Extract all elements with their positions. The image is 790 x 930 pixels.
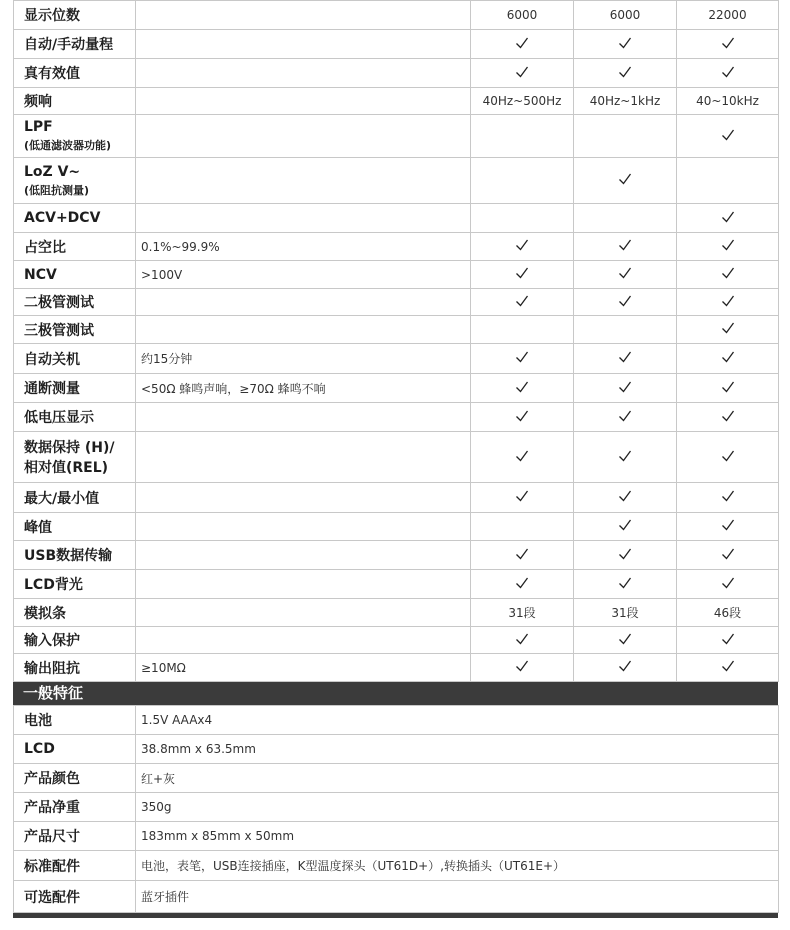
- feature-note: 0.1%~99.9%: [136, 233, 471, 261]
- feature-row: [14, 204, 779, 233]
- feature-name: [14, 432, 136, 483]
- model-cell-value: [471, 158, 574, 204]
- checkmark-icon: [515, 65, 529, 79]
- feature-note: [136, 115, 471, 158]
- feature-name-text: 峰值: [24, 519, 52, 536]
- feature-row: [14, 289, 779, 316]
- model-cell-value: [471, 204, 574, 233]
- general-row: [14, 851, 779, 881]
- model-cell: [677, 316, 779, 344]
- model-cell: [677, 570, 779, 599]
- feature-note: [136, 88, 471, 115]
- feature-row: [14, 115, 779, 158]
- checkmark-icon: [618, 518, 632, 532]
- general-row: [14, 881, 779, 913]
- model-cell: [677, 344, 779, 374]
- feature-name: [14, 599, 136, 627]
- model-cell: [574, 261, 677, 289]
- checkmark-icon: [618, 380, 632, 394]
- checkmark-icon: [515, 380, 529, 394]
- checkmark-icon: [515, 576, 529, 590]
- feature-name-subtext: (低阻抗测量): [24, 183, 90, 197]
- model-cell: [574, 483, 677, 513]
- feature-table: [13, 0, 779, 682]
- feature-name-text: LCD背光: [24, 577, 83, 593]
- feature-note: [136, 1, 471, 30]
- feature-row: [14, 403, 779, 432]
- model-cell: [574, 513, 677, 541]
- feature-name-text: USB数据传输: [24, 548, 113, 564]
- feature-name: [14, 30, 136, 59]
- model-cell: [677, 204, 779, 233]
- feature-note: [136, 316, 471, 344]
- checkmark-icon: [618, 547, 632, 561]
- feature-name: [14, 403, 136, 432]
- model-cell: [574, 344, 677, 374]
- feature-name-text: 数据保持 (H)/: [24, 440, 115, 456]
- model-cell: [677, 261, 779, 289]
- general-value: 红+灰: [136, 764, 779, 793]
- feature-name: [14, 316, 136, 344]
- feature-row: [14, 570, 779, 599]
- feature-name-text: 三极管测试: [24, 322, 94, 339]
- checkmark-icon: [618, 449, 632, 463]
- feature-name-text: ACV+DCV: [24, 210, 101, 226]
- feature-note: ≥10MΩ: [136, 654, 471, 682]
- model-cell: [677, 30, 779, 59]
- model-cell: [471, 432, 574, 483]
- general-value: 蓝牙插件: [136, 881, 779, 913]
- feature-row: [14, 261, 779, 289]
- feature-name: [14, 541, 136, 570]
- model-cell: [677, 654, 779, 682]
- feature-name-text: 通断测量: [24, 381, 80, 397]
- feature-name: [14, 261, 136, 289]
- feature-note: [136, 513, 471, 541]
- general-row: [14, 764, 779, 793]
- feature-row: [14, 513, 779, 541]
- general-name: 可选配件: [14, 881, 136, 913]
- checkmark-icon: [618, 294, 632, 308]
- general-name: 产品尺寸: [14, 822, 136, 851]
- checkmark-icon: [721, 321, 735, 335]
- feature-row: [14, 233, 779, 261]
- model-cell: [677, 374, 779, 403]
- checkmark-icon: [618, 266, 632, 280]
- general-name: LCD: [14, 735, 136, 764]
- general-name: 产品颜色: [14, 764, 136, 793]
- feature-name: [14, 59, 136, 88]
- model-cell: [471, 627, 574, 654]
- model-cell: [471, 59, 574, 88]
- checkmark-icon: [721, 128, 735, 142]
- feature-note: [136, 204, 471, 233]
- checkmark-icon: [721, 409, 735, 423]
- model-cell-value: 46段: [677, 599, 779, 627]
- feature-name-subtext: 相对值(REL): [24, 460, 109, 476]
- model-cell: [677, 627, 779, 654]
- feature-row: [14, 1, 779, 30]
- checkmark-icon: [618, 489, 632, 503]
- checkmark-icon: [721, 632, 735, 646]
- model-cell: [574, 627, 677, 654]
- model-cell: [471, 30, 574, 59]
- model-cell: [677, 115, 779, 158]
- feature-row: [14, 654, 779, 682]
- model-cell: [574, 541, 677, 570]
- model-cell: [677, 483, 779, 513]
- general-value: 电池，表笔，USB连接插座，K型温度探头（UT61D+）,转换插头（UT61E+）: [136, 851, 779, 881]
- feature-row: [14, 374, 779, 403]
- model-cell-value: [471, 513, 574, 541]
- model-cell: [471, 541, 574, 570]
- model-cell: [574, 403, 677, 432]
- checkmark-icon: [618, 350, 632, 364]
- feature-name: [14, 570, 136, 599]
- model-cell: [471, 261, 574, 289]
- checkmark-icon: [515, 266, 529, 280]
- checkmark-icon: [721, 350, 735, 364]
- checkmark-icon: [721, 210, 735, 224]
- checkmark-icon: [618, 659, 632, 673]
- checkmark-icon: [618, 238, 632, 252]
- model-cell-value: [574, 204, 677, 233]
- general-value: 350g: [136, 793, 779, 822]
- feature-name-text: 输出阻抗: [24, 660, 80, 677]
- model-cell: [677, 289, 779, 316]
- checkmark-icon: [721, 266, 735, 280]
- feature-name: [14, 233, 136, 261]
- feature-name-text: 真有效值: [24, 66, 80, 82]
- model-cell: [677, 403, 779, 432]
- general-row: [14, 735, 779, 764]
- feature-row: [14, 599, 779, 627]
- feature-name: [14, 1, 136, 30]
- checkmark-icon: [618, 576, 632, 590]
- feature-row: [14, 316, 779, 344]
- general-name: 电池: [14, 706, 136, 735]
- model-cell-value: 31段: [471, 599, 574, 627]
- feature-name: [14, 513, 136, 541]
- general-name: 产品净重: [14, 793, 136, 822]
- feature-row: [14, 344, 779, 374]
- model-cell-value: [471, 316, 574, 344]
- feature-name: [14, 627, 136, 654]
- feature-row: [14, 158, 779, 204]
- checkmark-icon: [515, 659, 529, 673]
- model-cell: [677, 513, 779, 541]
- feature-row: [14, 59, 779, 88]
- feature-note: >100V: [136, 261, 471, 289]
- model-cell-value: [677, 158, 779, 204]
- checkmark-icon: [515, 238, 529, 252]
- feature-name: [14, 344, 136, 374]
- model-cell-value: 40Hz~500Hz: [471, 88, 574, 115]
- model-cell-value: 31段: [574, 599, 677, 627]
- feature-name: [14, 289, 136, 316]
- general-row: [14, 706, 779, 735]
- model-cell-value: [574, 115, 677, 158]
- model-cell-value: [574, 316, 677, 344]
- feature-note: 约15分钟: [136, 344, 471, 374]
- model-cell: [574, 30, 677, 59]
- checkmark-icon: [618, 172, 632, 186]
- checkmark-icon: [515, 409, 529, 423]
- model-cell: [471, 374, 574, 403]
- checkmark-icon: [515, 489, 529, 503]
- feature-name-text: 低电压显示: [24, 410, 94, 426]
- checkmark-icon: [721, 238, 735, 252]
- model-cell: [574, 59, 677, 88]
- feature-row: [14, 88, 779, 115]
- feature-note: [136, 599, 471, 627]
- feature-note: [136, 541, 471, 570]
- bottom-bar: [13, 913, 778, 918]
- model-cell: [471, 233, 574, 261]
- model-cell: [677, 541, 779, 570]
- feature-row: [14, 483, 779, 513]
- feature-name: [14, 374, 136, 403]
- feature-name-text: 输入保护: [24, 633, 80, 649]
- general-value: 183mm x 85mm x 50mm: [136, 822, 779, 851]
- checkmark-icon: [515, 449, 529, 463]
- model-cell: [471, 570, 574, 599]
- feature-note: [136, 627, 471, 654]
- checkmark-icon: [721, 518, 735, 532]
- section-header-general: 一般特征: [13, 682, 778, 705]
- feature-note: [136, 289, 471, 316]
- checkmark-icon: [515, 632, 529, 646]
- general-table: [13, 705, 779, 913]
- feature-name: [14, 654, 136, 682]
- feature-name: [14, 115, 136, 158]
- feature-name-text: LoZ V~: [24, 163, 81, 180]
- model-cell: [677, 59, 779, 88]
- feature-name-text: 频响: [24, 94, 52, 110]
- checkmark-icon: [721, 576, 735, 590]
- checkmark-icon: [515, 36, 529, 50]
- model-cell: [574, 374, 677, 403]
- feature-name-subtext: (低通滤波器功能): [24, 139, 112, 152]
- feature-note: [136, 570, 471, 599]
- model-cell: [471, 403, 574, 432]
- checkmark-icon: [515, 294, 529, 308]
- model-cell: [574, 432, 677, 483]
- feature-name: [14, 88, 136, 115]
- feature-row: [14, 432, 779, 483]
- feature-row: [14, 541, 779, 570]
- feature-row: [14, 627, 779, 654]
- feature-note: [136, 403, 471, 432]
- general-row: [14, 822, 779, 851]
- feature-row: [14, 30, 779, 59]
- checkmark-icon: [721, 36, 735, 50]
- model-cell-value: 22000: [677, 1, 779, 30]
- feature-name-text: 占空比: [24, 239, 66, 256]
- feature-name-text: 自动/手动量程: [24, 37, 114, 53]
- model-cell: [574, 233, 677, 261]
- feature-name-text: NCV: [24, 266, 57, 283]
- model-cell: [574, 654, 677, 682]
- feature-name-text: 自动关机: [24, 351, 80, 368]
- model-cell-value: 40~10kHz: [677, 88, 779, 115]
- checkmark-icon: [721, 449, 735, 463]
- checkmark-icon: [721, 380, 735, 394]
- checkmark-icon: [515, 350, 529, 364]
- model-cell: [471, 483, 574, 513]
- general-value: 1.5V AAAx4: [136, 706, 779, 735]
- feature-name-text: 二极管测试: [24, 295, 94, 311]
- model-cell-value: [471, 115, 574, 158]
- feature-note: [136, 483, 471, 513]
- checkmark-icon: [618, 36, 632, 50]
- checkmark-icon: [721, 65, 735, 79]
- feature-note: [136, 158, 471, 204]
- model-cell: [471, 344, 574, 374]
- feature-name-text: LPF: [24, 119, 53, 135]
- feature-name-text: 最大/最小值: [24, 490, 100, 507]
- feature-note: [136, 432, 471, 483]
- checkmark-icon: [721, 294, 735, 308]
- feature-name: [14, 204, 136, 233]
- general-row: [14, 793, 779, 822]
- feature-name: [14, 158, 136, 204]
- model-cell: [471, 289, 574, 316]
- feature-name: [14, 483, 136, 513]
- feature-name-text: 模拟条: [24, 605, 66, 622]
- checkmark-icon: [618, 632, 632, 646]
- spec-sheet: [13, 0, 778, 918]
- general-name: 标准配件: [14, 851, 136, 881]
- model-cell: [471, 654, 574, 682]
- model-cell: [677, 432, 779, 483]
- checkmark-icon: [721, 489, 735, 503]
- model-cell: [574, 570, 677, 599]
- checkmark-icon: [721, 659, 735, 673]
- feature-note: <50Ω 蜂鸣声响，≥70Ω 蜂鸣不响: [136, 374, 471, 403]
- model-cell-value: 40Hz~1kHz: [574, 88, 677, 115]
- feature-name-text: 显示位数: [24, 8, 80, 24]
- general-value: 38.8mm x 63.5mm: [136, 735, 779, 764]
- checkmark-icon: [721, 547, 735, 561]
- feature-note: [136, 59, 471, 88]
- model-cell: [574, 158, 677, 204]
- model-cell: [677, 233, 779, 261]
- checkmark-icon: [618, 409, 632, 423]
- model-cell-value: 6000: [471, 1, 574, 30]
- checkmark-icon: [515, 547, 529, 561]
- checkmark-icon: [618, 65, 632, 79]
- model-cell-value: 6000: [574, 1, 677, 30]
- model-cell: [574, 289, 677, 316]
- feature-note: [136, 30, 471, 59]
